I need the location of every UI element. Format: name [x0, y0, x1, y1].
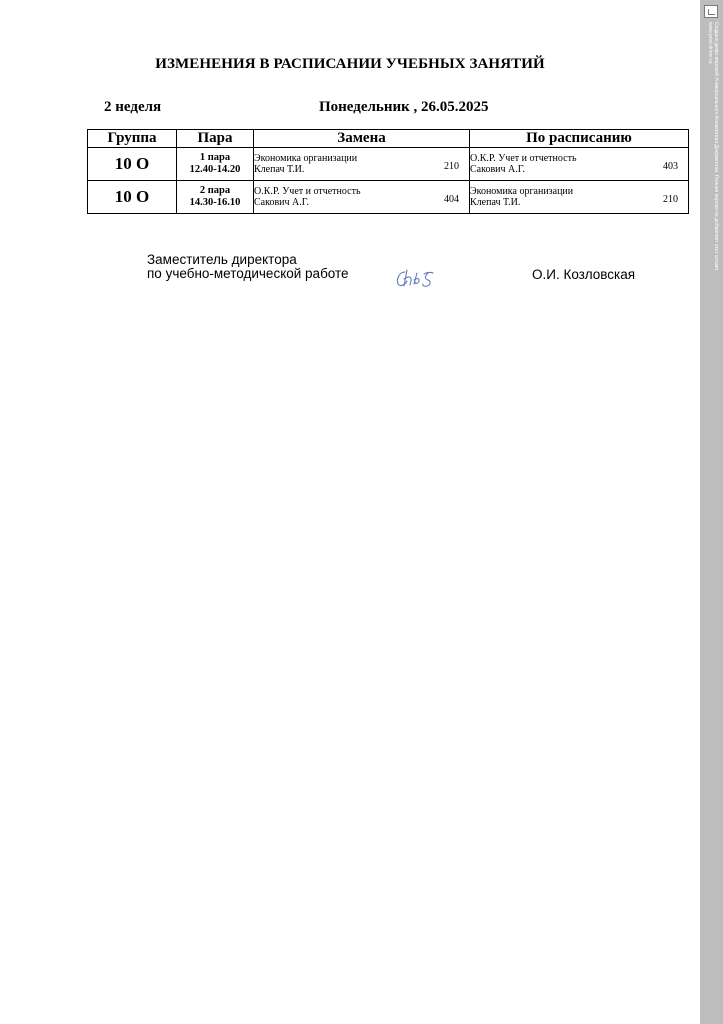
schedule-table [87, 129, 689, 214]
header-replacement: Замена [254, 130, 470, 148]
scheduled-cell [470, 181, 689, 214]
replacement-subject: Экономика организации [254, 153, 358, 164]
scheduled-teacher: Сакович А.Г. [470, 164, 525, 175]
converter-logo-icon [704, 5, 718, 18]
week-label: 2 неделя [104, 99, 162, 115]
header-group: Группа [88, 130, 177, 148]
para-cell [177, 181, 254, 214]
watermark-line1: Создано демо-версией Универсального Конвертера Документов. Полная версия не добавляет этот штамп. [713, 22, 719, 272]
replacement-teacher: Сакович А.Г. [254, 197, 309, 208]
replacement-room: 404 [444, 194, 459, 205]
signature-title [147, 253, 349, 281]
signature-name: О.И. Козловская [532, 267, 636, 282]
para-time: 12.40-14.20 [189, 164, 241, 175]
para-time: 14.30-16.10 [189, 197, 241, 208]
converter-watermark-strip [700, 0, 723, 1024]
scheduled-room: 210 [663, 194, 678, 205]
para-cell [177, 148, 254, 181]
header-scheduled: По расписанию [470, 130, 689, 148]
page-title: ИЗМЕНЕНИЯ В РАСПИСАНИИ УЧЕБНЫХ ЗАНЯТИЙ [155, 56, 545, 72]
scheduled-subject: Экономика организации [470, 186, 574, 197]
date-label: Понедельник , 26.05.2025 [319, 99, 489, 115]
watermark-text [707, 22, 719, 622]
group-cell: 10 О [88, 148, 177, 181]
watermark-line2: www.print-driver.ru [707, 22, 713, 64]
scheduled-cell [470, 148, 689, 181]
header-para: Пара [177, 130, 254, 148]
replacement-teacher: Клепач Т.И. [254, 164, 305, 175]
table-row [88, 181, 689, 214]
handwritten-signature [393, 266, 445, 290]
scheduled-teacher: Клепач Т.И. [470, 197, 521, 208]
signature-title-line2: по учебно-методической работе [147, 266, 349, 281]
table-header-row [88, 130, 689, 148]
signature-title-line1: Заместитель директора [147, 252, 297, 267]
table-row [88, 148, 689, 181]
scheduled-room: 403 [663, 161, 678, 172]
replacement-subject: О.К.Р. Учет и отчетность [254, 186, 361, 197]
para-number: 2 пара [199, 185, 231, 196]
replacement-room: 210 [444, 161, 459, 172]
scheduled-subject: О.К.Р. Учет и отчетность [470, 153, 577, 164]
replacement-cell [254, 181, 470, 214]
group-cell: 10 О [88, 181, 177, 214]
para-number: 1 пара [199, 152, 231, 163]
replacement-cell [254, 148, 470, 181]
